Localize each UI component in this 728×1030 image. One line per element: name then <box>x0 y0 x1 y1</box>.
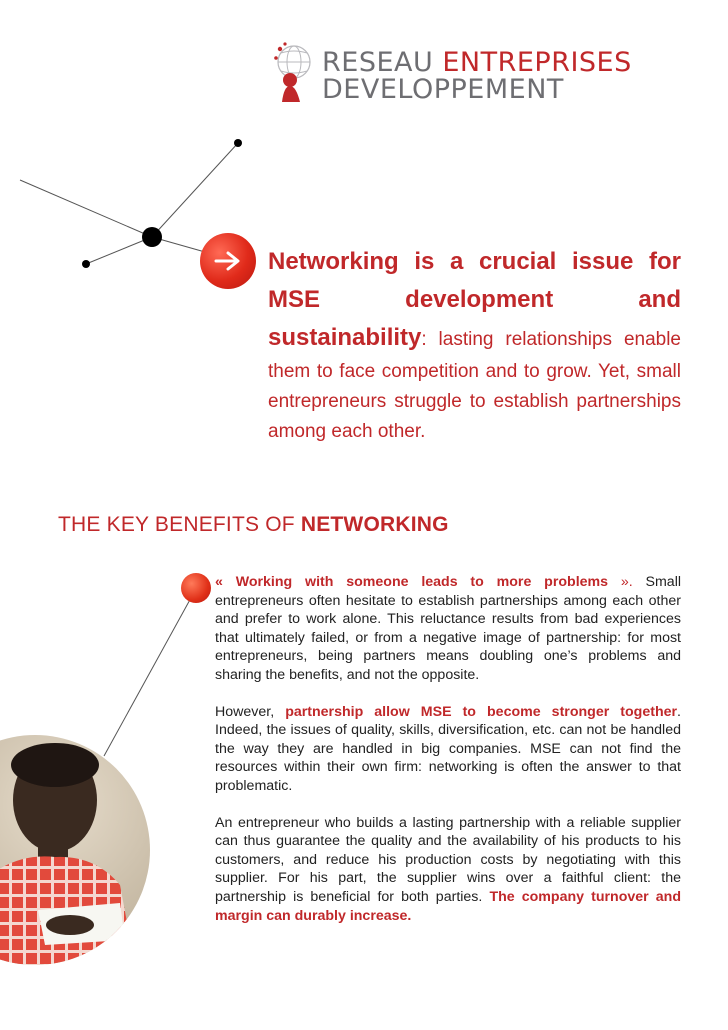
network-node-left <box>82 260 90 268</box>
arrow-circle <box>200 233 256 289</box>
network-node-top <box>234 139 242 147</box>
p1-highlight: « Working with someone leads to more problems <box>215 574 609 590</box>
benefits-body <box>215 573 681 943</box>
logo-word-reseau: RESEAU <box>322 47 443 78</box>
p1-text: Small entrepreneurs often hesitate to establish partnerships among each other and prefer to work alone. This reluctance results from bad experiences that ultimately failed, or from a negative image of partnership: for most entrepreneurs, being partners means doubling one’s problems and sharing the benefits, and not the opposite. <box>215 574 682 683</box>
p3-text: An entrepreneur who builds a lasting partnership with a reliable supplier can thus guarantee the quality and the availability of his products to his customers, and reduce his production costs by negotiating with this supplier. For his part, the supplier wins over a faithful client: the partnership is beneficial for both parties. <box>215 814 681 905</box>
p2-highlight: partnership allow MSE to become stronger together <box>285 703 678 720</box>
network-diagram <box>0 0 300 290</box>
network-node-center <box>142 227 162 247</box>
arrow-right-icon <box>213 249 243 273</box>
p1-quote-end: ». <box>608 574 633 590</box>
paragraph-1 <box>215 573 681 685</box>
logo <box>272 40 632 112</box>
p2-lead: However, <box>215 703 286 720</box>
logo-wordmark <box>322 49 632 103</box>
hero-statement <box>268 243 681 447</box>
p2-text: . Indeed, the issues of quality, skills, diversification, etc. can not be handled the way they are handled in big companies. MSE can not find the resources within their own firm: networking is often the answer to that problematic. <box>215 703 681 794</box>
section-title <box>58 513 449 537</box>
section-title-prefix: THE KEY BENEFITS OF <box>58 513 301 536</box>
entrepreneur-photo <box>0 735 150 965</box>
hero-bold-text: Networking is a crucial issue for MSE development and sustainability <box>268 248 681 351</box>
paragraph-3 <box>215 814 681 926</box>
logo-word-developpement: DEVELOPPEMENT <box>322 74 564 105</box>
logo-word-entreprises: ENTREPRISES <box>442 47 632 78</box>
hero-light-text: : lasting relationships enable them to face competition and to grow. Yet, small entrepreneurs struggle to establish partnerships among each other. <box>268 329 681 442</box>
section-title-bold: NETWORKING <box>300 513 449 536</box>
red-bullet-circle <box>181 573 211 603</box>
p3-highlight: The company turnover and margin can durably increase. <box>215 888 681 924</box>
paragraph-2 <box>215 703 681 796</box>
